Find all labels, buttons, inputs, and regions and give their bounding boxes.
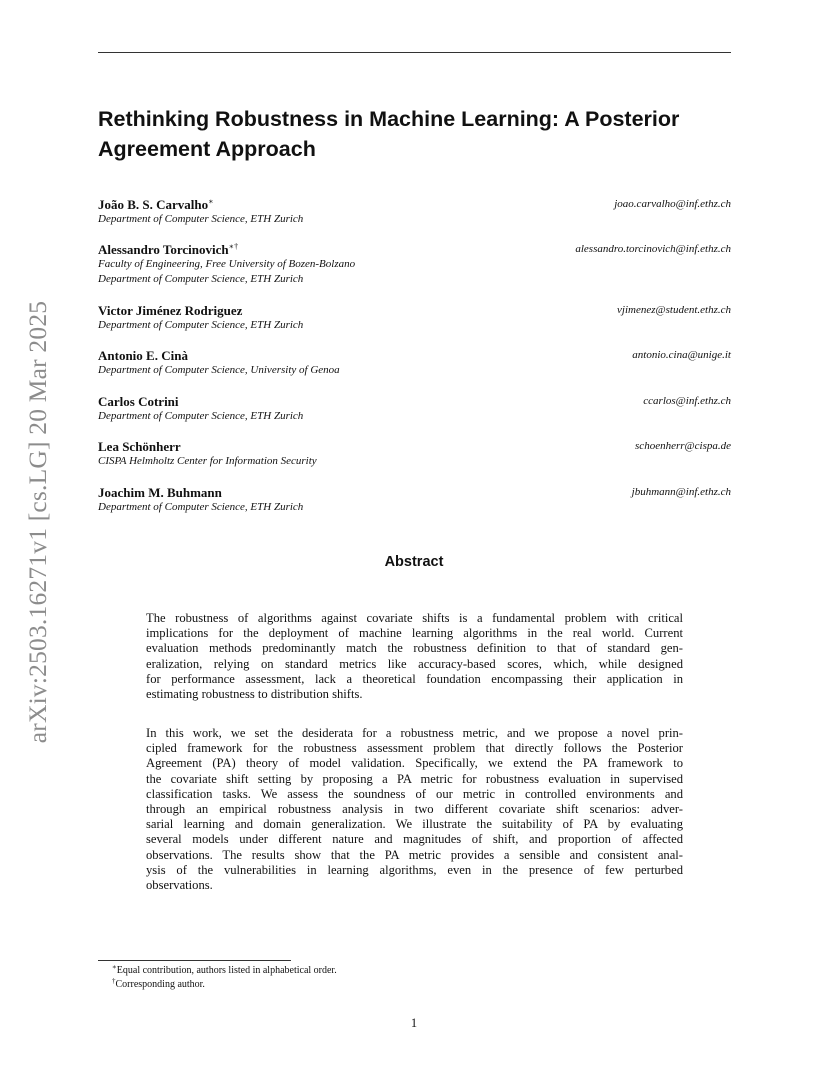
author-block [98, 394, 731, 424]
author-block [98, 348, 731, 378]
author-email: ccarlos@inf.ethz.ch [643, 395, 731, 407]
author-affiliation: Department of Computer Science, ETH Zurich [98, 319, 304, 331]
text-line: eralization, relying on standard metrics like accuracy-based scores, which, while designed [146, 656, 683, 671]
footnote [112, 978, 205, 991]
author-email: jbuhmann@inf.ethz.ch [631, 486, 731, 498]
title-line: Rethinking Robustness in Machine Learning: A Posterior [98, 107, 680, 131]
author-affiliation: Department of Computer Science, ETH Zurich [98, 273, 304, 285]
author-email: antonio.cina@unige.it [632, 349, 731, 361]
author-email: schoenherr@cispa.de [635, 440, 731, 452]
author-marks: ∗† [228, 242, 239, 251]
author-affiliation: CISPA Helmholtz Center for Information Security [98, 455, 317, 467]
text-line: sarial learning and domain generalization. We illustrate the suitability of PA by evaluating [146, 817, 683, 832]
author-block [98, 242, 731, 287]
abstract-heading: Abstract [384, 554, 444, 570]
author-email: alessandro.torcinovich@inf.ethz.ch [575, 243, 731, 255]
author-affiliation: Department of Computer Science, ETH Zurich [98, 501, 304, 513]
text-line: observations. [146, 878, 213, 893]
text-line: In this work, we set the desiderata for a robustness metric, and we propose a novel prin- [146, 726, 683, 740]
arxiv-identifier: arXiv:2503.16271v1 [cs.LG] 20 Mar 2025 [23, 300, 52, 744]
title-line: Agreement Approach [98, 137, 316, 161]
page-number: 1 [410, 1016, 418, 1030]
text-line: cipled framework for the robustness assessment problem that directly follows the Posterior [146, 741, 683, 756]
author-affiliation: Department of Computer Science, ETH Zurich [98, 213, 304, 225]
author-name: João B. S. Carvalho∗ [98, 197, 214, 212]
author-email: joao.carvalho@inf.ethz.ch [614, 198, 731, 210]
text-line: for performance assessment, lack a theoretical foundation encompassing their application in [146, 671, 683, 686]
footnote-mark: † [112, 977, 116, 985]
footnote-rule [98, 960, 291, 961]
author-name: Carlos Cotrini [98, 394, 179, 409]
text-line: evaluation methods predominantly match the robustness definition to that of standard gen- [146, 641, 683, 656]
text-line: several models under different nature and magnitudes of shift, and proportion of affected [146, 832, 683, 847]
author-block [98, 303, 731, 333]
text-line: Agreement (PA) theory of model validation. Specifically, we extend the PA framework to [146, 756, 683, 771]
text-line: the covariate shift setting by proposing a PA metric for robustness evaluation in supervised [146, 771, 683, 786]
author-block [98, 485, 731, 515]
footnote-text: Corresponding author. [115, 979, 205, 990]
text-line: estimating robustness to distribution shifts. [146, 687, 363, 702]
header-rule [98, 52, 731, 53]
text-line: observations. The results show that the PA metric provides a sensible and consistent anal- [146, 847, 683, 862]
abstract-paragraph [146, 726, 683, 893]
paper-title [98, 104, 738, 164]
author-block [98, 439, 731, 469]
text-line: classification tasks. We assess the soundness of our metric in controlled environments and [146, 786, 683, 801]
footnote [112, 964, 337, 977]
abstract-paragraph [146, 611, 683, 702]
author-name: Victor Jiménez Rodriguez [98, 303, 243, 318]
text-line: The robustness of algorithms against covariate shifts is a fundamental problem with critical [146, 611, 683, 625]
author-block [98, 197, 731, 227]
author-name: Joachim M. Buhmann [98, 485, 222, 500]
author-affiliation: Faculty of Engineering, Free University of Bozen-Bolzano [98, 258, 356, 270]
author-affiliation: Department of Computer Science, University of Genoa [98, 364, 340, 376]
footnote-text: Equal contribution, authors listed in alphabetical order. [116, 965, 337, 976]
footnote-mark: ∗ [112, 963, 117, 971]
author-email: vjimenez@student.ethz.ch [617, 304, 731, 316]
author-name: Lea Schönherr [98, 439, 181, 454]
text-line: through an empirical robustness analysis in two different covariate shift scenarios: adver- [146, 802, 683, 817]
author-affiliation: Department of Computer Science, ETH Zurich [98, 410, 304, 422]
author-name: Antonio E. Cinà [98, 348, 188, 363]
author-marks: ∗ [208, 197, 214, 206]
text-line: ysis of the vulnerabilities in learning algorithms, even in the presence of few perturbed [146, 862, 683, 877]
text-line: implications for the deployment of machine learning algorithms in the real world. Current [146, 626, 683, 641]
author-name: Alessandro Torcinovich∗† [98, 242, 239, 257]
